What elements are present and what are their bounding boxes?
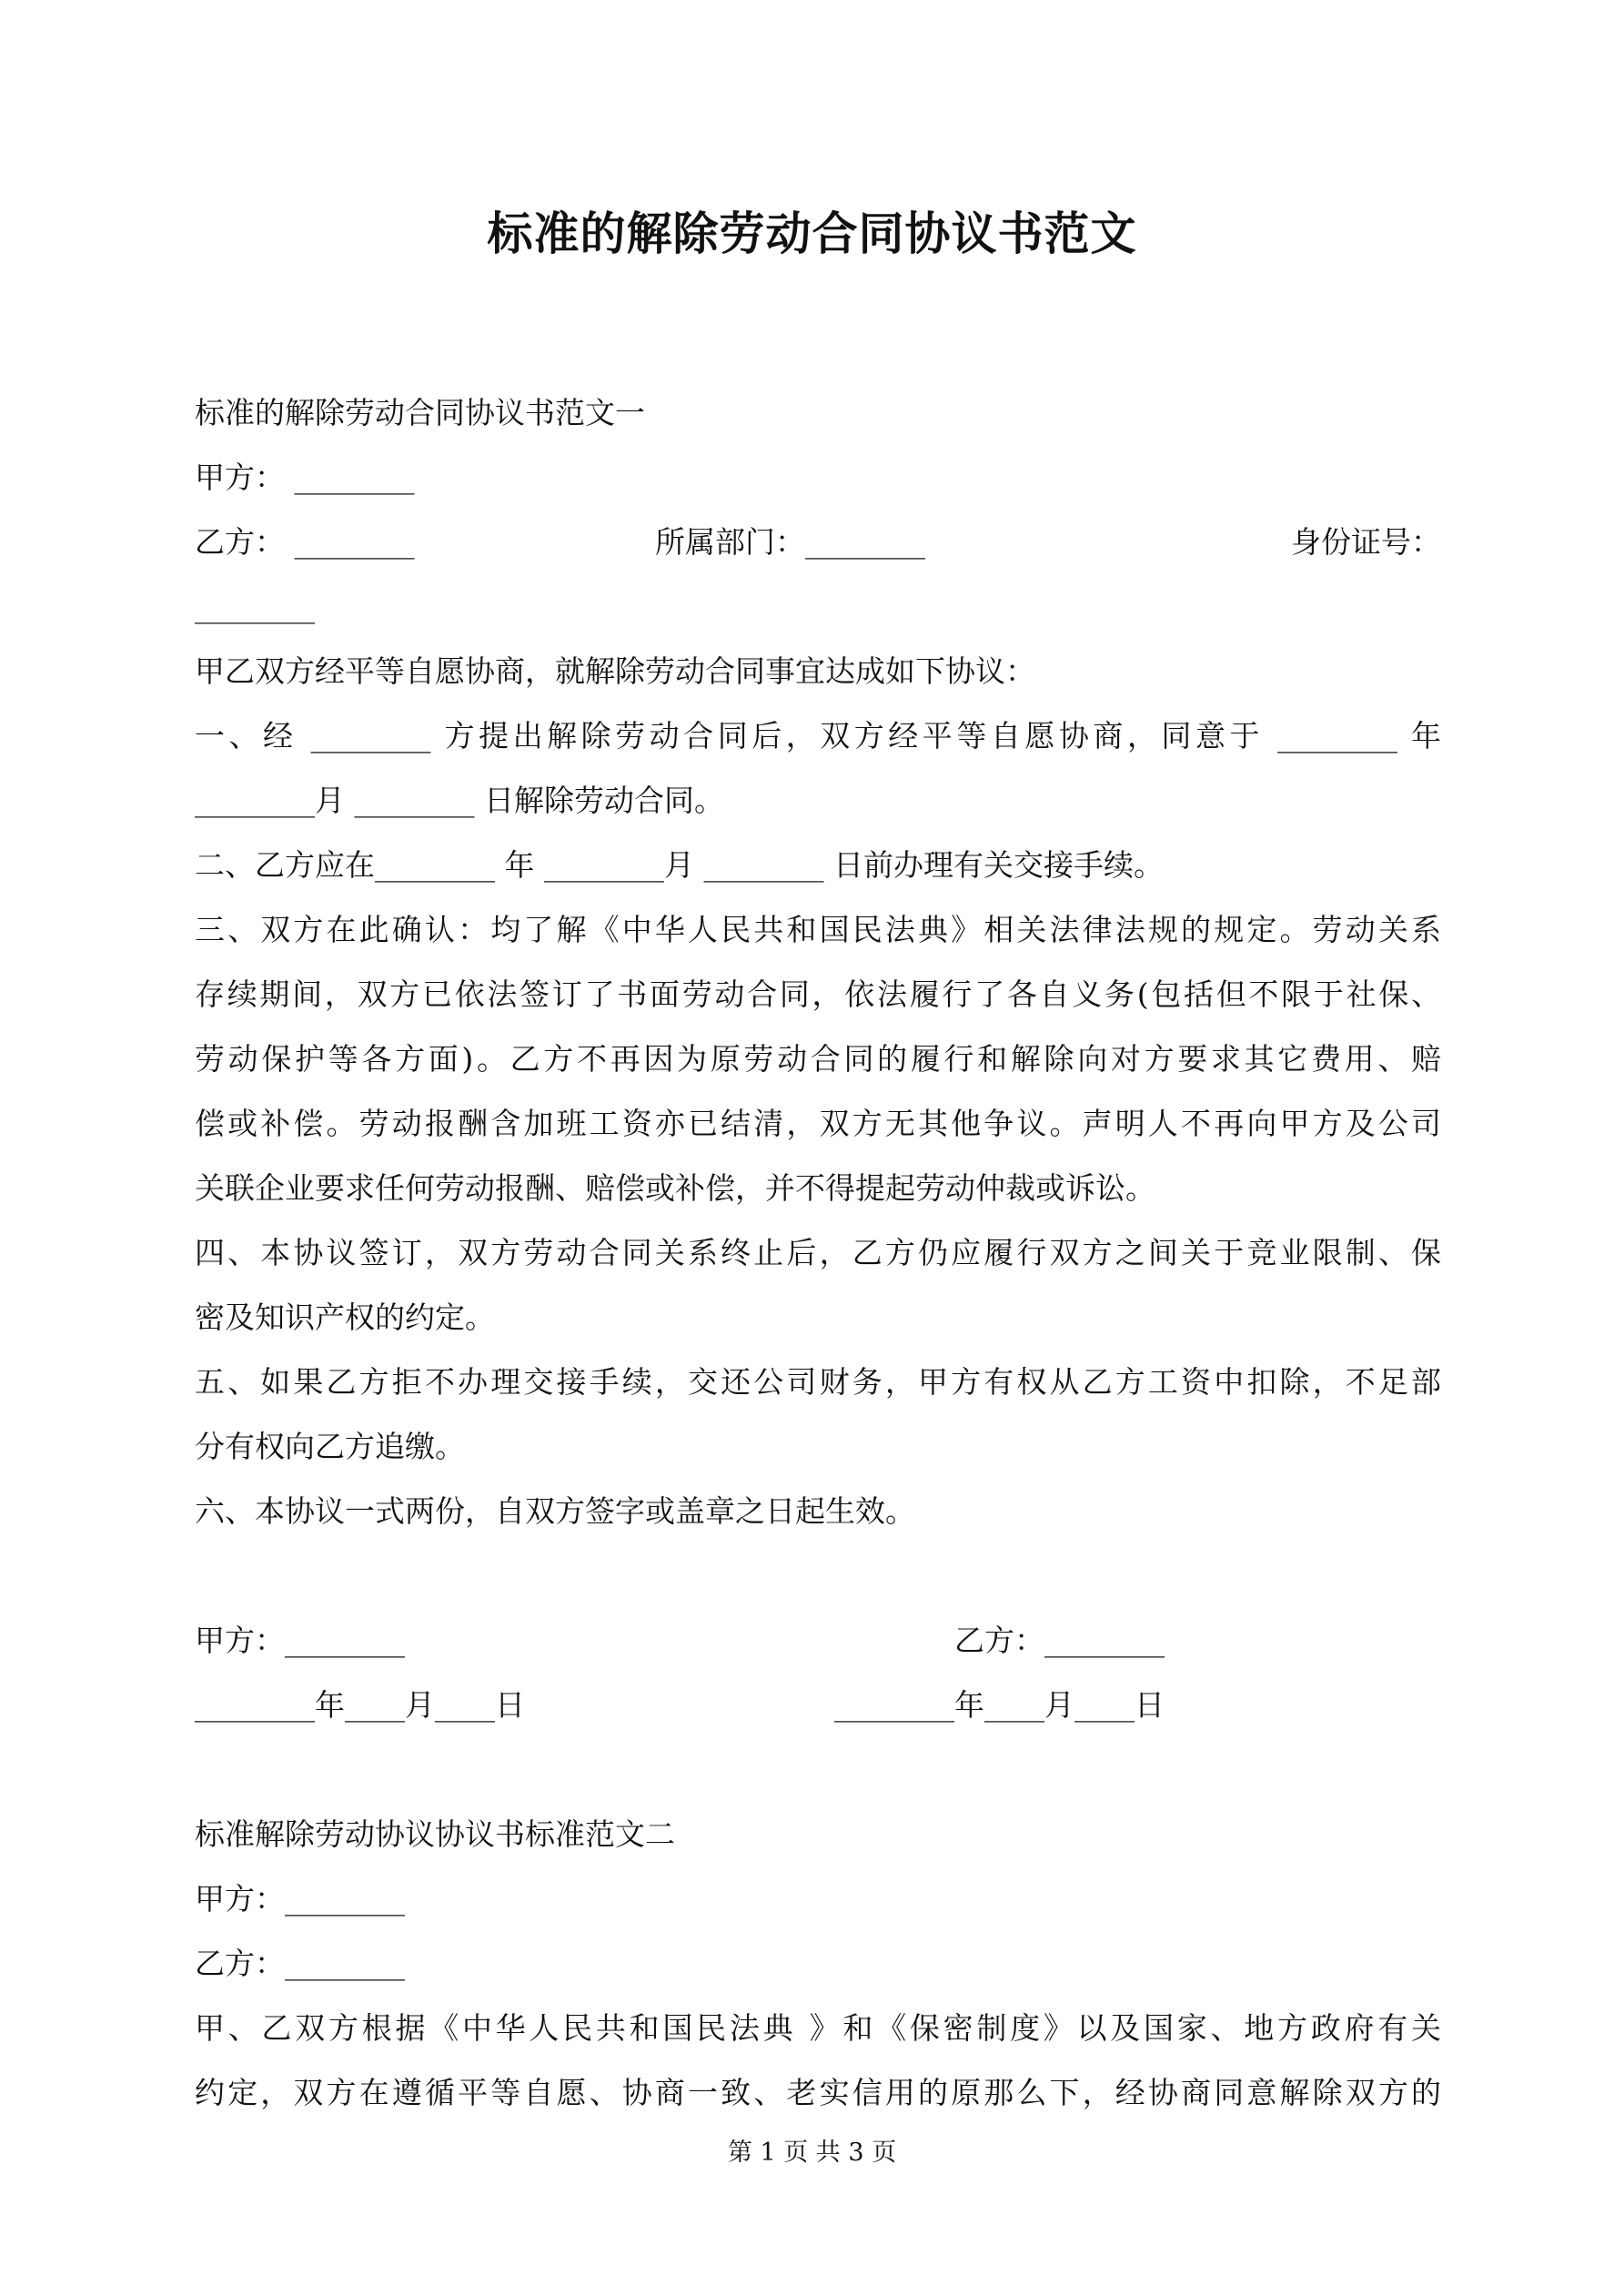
clause-3-line: 三、双方在此确认：均了解《中华人民共和国民法典》相关法律法规的规定。劳动关系 <box>195 912 1441 947</box>
clause-6: 六、本协议一式两份，自双方签字或盖章之日起生效。 <box>195 1493 915 1529</box>
spacer <box>195 1737 1441 1802</box>
department-field: 所属部门：________ <box>655 524 925 560</box>
document-body <box>195 380 1441 2125</box>
clause-4-line: 密及知识产权的约定。 <box>195 1300 495 1335</box>
spacer <box>195 1543 1441 1608</box>
section-two-heading: 标准解除劳动协议协议书标准范文二 <box>195 1816 675 1852</box>
section-one-heading: 标准的解除劳动合同协议书范文一 <box>195 395 645 430</box>
clause-3-line: 劳动保护等各方面)。乙方不再因为原劳动合同的履行和解除向对方要求其它费用、赔 <box>195 1041 1441 1077</box>
id-number-blank: ________ <box>195 589 315 624</box>
clause-5-line: 五、如果乙方拒不办理交接手续，交还公司财务，甲方有权从乙方工资中扣除，不足部 <box>195 1364 1441 1400</box>
page-footer: 第 1 页 共 3 页 <box>727 2139 897 2167</box>
section-two-party-a: 甲方：________ <box>195 1881 405 1917</box>
clause-3-line: 关联企业要求任何劳动报酬、赔偿或补偿，并不得提起劳动仲裁或诉讼。 <box>195 1170 1155 1206</box>
signature-party-a: 甲方：________ <box>195 1623 405 1658</box>
section-two-intro-line: 约定，双方在遵循平等自愿、协商一致、老实信用的原那么下，经协商同意解除双方的 <box>195 2075 1441 2110</box>
party-a-line: 甲方： ________ <box>195 460 415 495</box>
clause-5-line: 分有权向乙方追缴。 <box>195 1429 465 1464</box>
signature-party-b: 乙方：________ <box>954 1623 1165 1658</box>
section-two-party-b: 乙方：________ <box>195 1946 405 1981</box>
agreement-intro: 甲乙双方经平等自愿协商，就解除劳动合同事宜达成如下协议： <box>195 653 1035 689</box>
clause-1-line-2: ________月 ________ 日解除劳动合同。 <box>195 783 724 818</box>
document-title: 标准的解除劳动合同协议书范文 <box>487 207 1137 260</box>
signature-date-a: ________年____月____日 <box>195 1687 525 1723</box>
clause-4-line: 四、本协议签订，双方劳动合同关系终止后，乙方仍应履行双方之间关于竞业限制、保 <box>195 1235 1441 1270</box>
party-b-field: 乙方： ________ <box>195 524 415 560</box>
clause-1-line-1: 一、经 ________ 方提出解除劳动合同后，双方经平等自愿协商，同意于 ________ 年 <box>195 718 1441 754</box>
party-b-row <box>195 510 1441 574</box>
clause-3-line: 存续期间，双方已依法签订了书面劳动合同，依法履行了各自义务(包括但不限于社保、 <box>195 976 1441 1012</box>
signature-date-row <box>195 1673 1441 1737</box>
signature-row <box>195 1608 1441 1673</box>
id-number-label: 身份证号： <box>1291 524 1441 560</box>
section-two-intro-line: 甲、乙双方根据《中华人民共和国民法典 》和《保密制度》以及国家、地方政府有关 <box>195 2010 1441 2046</box>
clause-3-line: 偿或补偿。劳动报酬含加班工资亦已结清，双方无其他争议。声明人不再向甲方及公司 <box>195 1106 1441 1141</box>
signature-date-b: ________年____月____日 <box>834 1687 1165 1723</box>
clause-2: 二、乙方应在________ 年 ________月 ________ 日前办理有关交接手续。 <box>195 847 1164 883</box>
